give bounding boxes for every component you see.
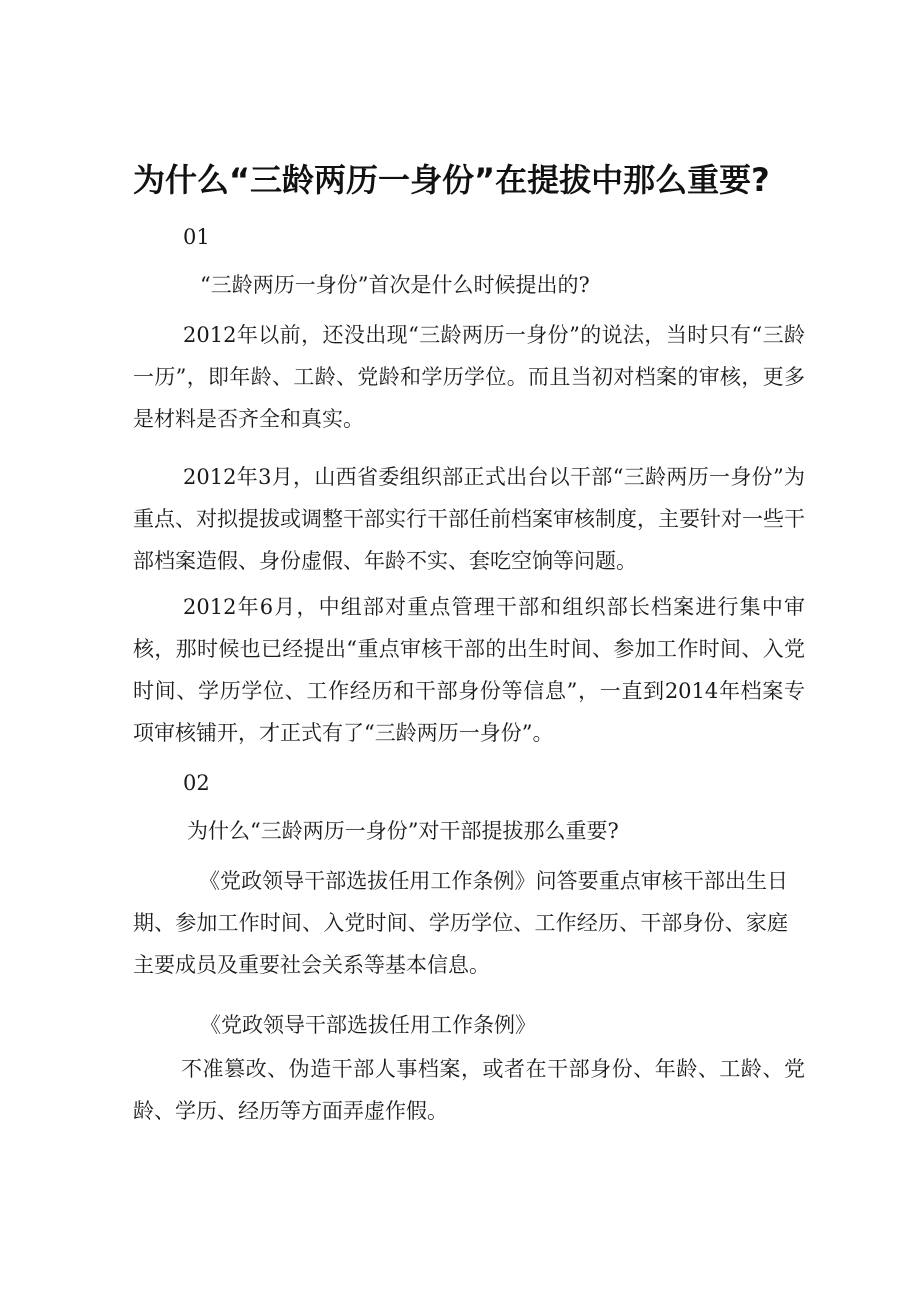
paragraph: 《党政领导干部选拔任用工作条例》问答要重点审核干部出生日期、参加工作时间、入党时间、学历学位、工作经历、干部身份、家庭主要成员及重要社会关系等基本信息。 [133,869,788,977]
paragraph: 2012年3月，山西省委组织部正式出台以干部“三龄两历一身份”为重点、对拟提拔或调整干部实行干部任前档案审核制度，主要针对一些干部档案造假、身份虚假、年龄不实、套吃空饷等问题。 [133,465,805,573]
paragraph: 2012年以前，还没出现“三龄两历一身份”的说法，当时只有“三龄一历”，即年龄、工龄、党龄和学历学位。而且当初对档案的审核，更多是材料是否齐全和真实。 [133,323,805,431]
document-title: 为什么“三龄两历一身份”在提拔中那么重要? [133,161,770,199]
paragraph: 不准篡改、伪造干部人事档案，或者在干部身份、年龄、工龄、党龄、学历、经历等方面弄虚作假。 [133,1057,805,1123]
paragraph: 2012年6月，中组部对重点管理干部和组织部长档案进行集中审核，那时候也已经提出“重点审核干部的出生时间、参加工作时间、入党时间、学历学位、工作经历和干部身份等信息”，一直到2014年档案专项审核铺开，才正式有了“三龄两历一身份”。 [133,595,805,745]
paragraph: 《党政领导干部选拔任用工作条例》 [200,1013,536,1037]
section-number: 02 [183,771,210,795]
section-question: “三龄两历一身份”首次是什么时候提出的? [200,273,590,297]
section-question: 为什么“三龄两历一身份”对干部提拔那么重要? [187,819,619,843]
section-number: 01 [183,225,210,249]
